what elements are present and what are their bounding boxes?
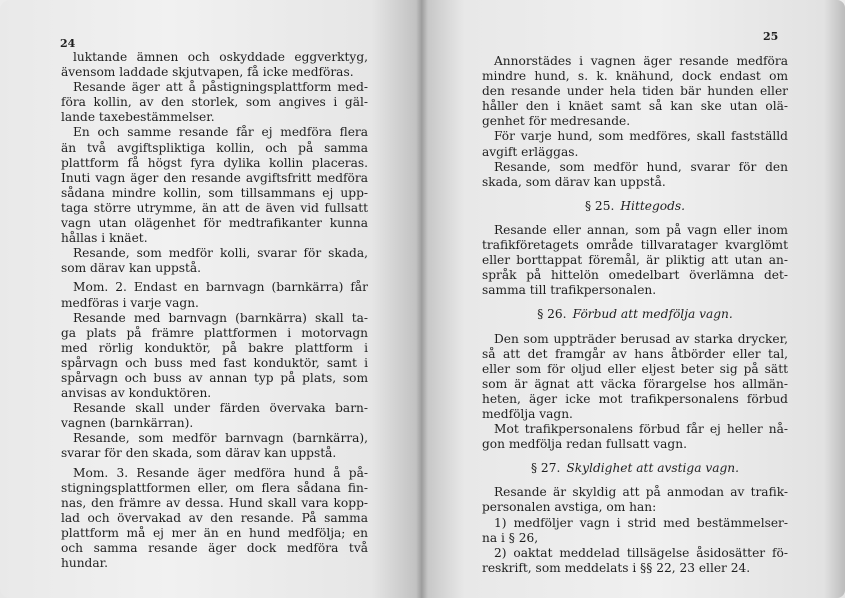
text-line: än två avgiftspliktiga kollin, och på samma	[61, 140, 368, 155]
section-number: § 26.	[537, 307, 567, 322]
text-line: personalen avstiga, om han:	[482, 500, 657, 515]
text-line: Resande, som medför hund, svarar för den	[494, 159, 788, 174]
text-line: plattform få högst fyra dylika kollin placeras.	[61, 155, 368, 170]
page-text	[61, 50, 368, 571]
paragraph	[61, 80, 368, 125]
section-heading	[482, 461, 788, 476]
section-gap	[482, 298, 788, 307]
section-gap	[482, 452, 788, 461]
text-line: luktande ämnen och oskyddade eggverktyg,	[73, 50, 368, 64]
text-line: spårvagn och buss av annan typ på plats, som	[61, 370, 368, 385]
text-line: ga plats på främre plattformen i motorvagn	[61, 325, 368, 340]
left-page	[0, 0, 422, 598]
paragraph	[482, 516, 788, 546]
section-gap	[482, 214, 788, 223]
section-title: Skyldighet att avstiga vagn.	[566, 461, 740, 476]
text-line: den resande under hela tiden bär hunden eller	[482, 84, 788, 99]
text-line: Inuti vagn äger den resande avgiftsfritt medföra	[61, 170, 368, 185]
text-line: 1) medföljer vagn i strid med bestämmelser-	[494, 515, 788, 530]
right-page	[422, 0, 845, 598]
paragraph	[61, 431, 368, 461]
section-title: Förbud att medfölja vagn.	[572, 307, 733, 322]
paragraph	[482, 546, 788, 576]
paragraph	[61, 50, 368, 80]
text-line: mindre hund, s. k. knähund, dock endast om	[482, 69, 788, 84]
section-gap	[482, 476, 788, 485]
section-gap	[482, 323, 788, 332]
text-line: lad och övervakad av den resande. På samma	[61, 510, 368, 525]
text-line: eller borttappat föremål, är pliktig att utan an-	[482, 253, 788, 268]
paragraph	[61, 401, 368, 431]
text-line: Mot trafikpersonalens förbud får ej heller nå-	[494, 422, 788, 437]
text-line: svarar för den skada, som därav kan uppstå.	[61, 446, 337, 461]
text-line: gon medfölja redan fullsatt vagn.	[482, 437, 687, 452]
text-line: språk på hittelön omedelbart överlämna det-	[482, 268, 788, 283]
paragraph	[61, 125, 368, 246]
page-number: 25	[763, 30, 779, 43]
text-line: Resande, som medför barnvagn (barnkärra),	[73, 431, 368, 446]
text-line: lande taxebestämmelser.	[61, 110, 215, 125]
paragraph	[482, 332, 788, 423]
text-line: avgift erläggas.	[482, 144, 579, 159]
text-line: En och samme resande får ej medföra flera	[73, 125, 368, 140]
text-line: och samma resande äger dock medföra två	[61, 541, 368, 555]
text-line: som är ägnat att väcka förargelse hos allmän-	[482, 376, 788, 391]
paragraph	[61, 311, 368, 402]
text-line: 2) oaktat meddelad tillsägelse åsidosätter fö-	[494, 545, 788, 560]
text-line: Resande skall under färden övervaka barn-	[73, 401, 368, 416]
text-line: sådana mindre kollin, som tillsammans ej upp-	[61, 185, 368, 200]
text-line: håller den i knäet samt så kan ske utan olä-	[482, 99, 788, 114]
paragraph	[482, 485, 788, 515]
paragraph	[61, 246, 368, 276]
text-line: Resande eller annan, som på vagn eller inom	[494, 222, 788, 237]
text-line: med rörlig konduktör, på bakre plattform i	[61, 340, 368, 355]
text-line: eller som för oljud eller eljest beter sig på sätt	[482, 361, 788, 376]
text-line: anvisas av konduktören.	[61, 386, 212, 401]
text-line: som därav kan uppstå.	[61, 261, 202, 276]
text-line: trafikföretagets område tillvaratager kvarglömt	[482, 238, 788, 253]
section-number: § 27.	[530, 461, 561, 476]
text-line: Annorstädes i vagnen äger resande medföra	[494, 54, 788, 68]
text-line: samma till trafikpersonalen.	[482, 283, 657, 298]
text-line: För varje hund, som medföres, skall fastställd	[494, 129, 788, 144]
paragraph	[482, 54, 788, 129]
text-line: Resande, som medför kolli, svarar för skada,	[73, 246, 368, 261]
text-line: reskrift, som meddelats i §§ 22, 23 eller 24.	[482, 560, 751, 575]
text-line: Resande med barnvagn (barnkärra) skall ta-	[73, 310, 368, 325]
text-line: nas, den främre av dessa. Hund skall vara kopp-	[61, 495, 368, 510]
text-line: hundar.	[61, 556, 108, 571]
text-line: medfölja vagn.	[482, 406, 573, 421]
book-gutter	[416, 0, 428, 598]
text-line: skada, som därav kan uppstå.	[482, 174, 666, 189]
paragraph	[61, 466, 368, 572]
text-line: hållas i knäet.	[61, 231, 148, 246]
text-line: Resande äger att å påstigningsplattform med-	[73, 80, 368, 95]
text-line: spårvagn och buss med fast konduktör, samt i	[61, 355, 368, 370]
text-line: taga större utrymme, än att de även vid fullsatt	[61, 200, 368, 215]
paragraph	[482, 422, 788, 452]
section-heading	[482, 307, 788, 322]
paragraph	[482, 129, 788, 159]
text-line: na i § 26,	[482, 530, 539, 545]
section-title: Hittegods.	[620, 198, 686, 213]
page-text	[482, 54, 788, 576]
page-number: 24	[60, 37, 76, 50]
text-line: ävensom laddade skjutvapen, få icke medföras.	[61, 65, 354, 80]
text-line: föra kollin, av den storlek, som angives i gäl-	[61, 95, 368, 110]
section-gap	[482, 190, 788, 199]
text-line: vagn utan olägenhet för medtrafikanter kunna	[61, 216, 368, 231]
text-line: medföras i varje vagn.	[61, 295, 199, 310]
text-line: vagnen (barnkärran).	[61, 416, 194, 431]
section-number: § 25.	[584, 198, 615, 213]
text-line: Mom. 2. Endast en barnvagn (barnkärra) får	[73, 280, 368, 295]
text-line: stigningsplattformen eller, om flera sådana fin-	[61, 480, 368, 495]
text-line: Resande är skyldig att på anmodan av trafik-	[494, 485, 788, 500]
paragraph	[482, 160, 788, 190]
text-line: plattform må ej mer än en hund medfölja; en	[61, 525, 368, 540]
text-line: Mom. 3. Resande äger medföra hund å på-	[73, 465, 368, 480]
text-line: genhet för medresande.	[482, 114, 631, 129]
paragraph	[61, 280, 368, 310]
text-line: Den som uppträder berusad av starka drycker,	[494, 331, 788, 346]
text-line: så att det framgår av hans åtbörder eller tal,	[482, 346, 788, 361]
text-line: heten, äger icke mot trafikpersonalens förbud	[482, 391, 788, 406]
paragraph	[482, 223, 788, 298]
section-heading	[482, 199, 788, 214]
